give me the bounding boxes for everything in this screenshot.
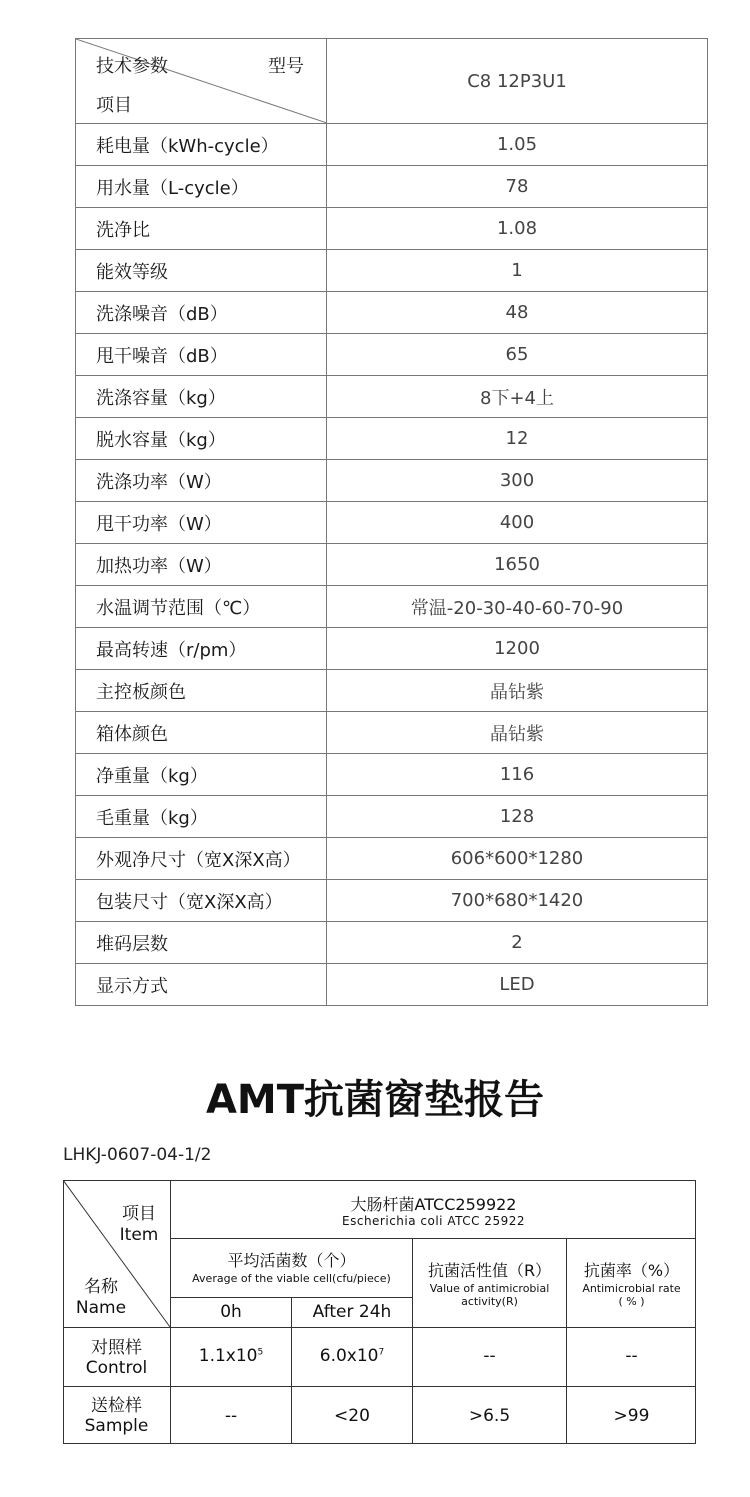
- spec-label: 甩干噪音（dB）: [76, 334, 327, 376]
- control-0h-value: $1.1x10^5$: [198, 1346, 264, 1366]
- bacteria-name-cn: 大肠杆菌ATCC259922: [350, 1195, 517, 1214]
- corner-item-cn: 项目: [122, 1204, 156, 1224]
- header-rate-cn: 抗菌率（%）: [583, 1261, 680, 1280]
- spec-label: 甩干功率（W）: [76, 502, 327, 544]
- header-activity-cn: 抗菌活性值（R）: [427, 1261, 552, 1280]
- spec-row: [76, 586, 708, 628]
- spec-header-row: [76, 39, 708, 124]
- spec-row: [76, 712, 708, 754]
- spec-label: 用水量（L-cycle）: [76, 166, 327, 208]
- spec-label: 洗净比: [76, 208, 327, 250]
- sample-24h-value: <20: [334, 1406, 370, 1426]
- grid-line: [63, 1386, 696, 1387]
- spec-corner-cell: [76, 39, 327, 124]
- spec-value: 48: [327, 292, 708, 334]
- spec-table: [75, 38, 708, 1006]
- spec-row: [76, 502, 708, 544]
- sample-0h-value: --: [224, 1406, 238, 1426]
- spec-label: 能效等级: [76, 250, 327, 292]
- control-24h-exponent: 7: [378, 1347, 385, 1358]
- spec-value: LED: [327, 964, 708, 1006]
- control-rate: --: [625, 1346, 638, 1366]
- header-rate-en2: ( % ): [618, 1295, 645, 1308]
- spec-value: 1200: [327, 628, 708, 670]
- spec-label: 包装尺寸（宽X深X高）: [76, 880, 327, 922]
- spec-value: 1.05: [327, 124, 708, 166]
- sample-name-en: Sample: [84, 1416, 149, 1436]
- sample-rate: >99: [613, 1406, 650, 1426]
- spec-value: 65: [327, 334, 708, 376]
- spec-value: 1650: [327, 544, 708, 586]
- spec-row: [76, 670, 708, 712]
- spec-label: 净重量（kg）: [76, 754, 327, 796]
- spec-row: [76, 460, 708, 502]
- spec-row: [76, 208, 708, 250]
- header-rate-en1: Antimicrobial rate: [582, 1282, 681, 1295]
- spec-row: [76, 334, 708, 376]
- control-activity: --: [483, 1346, 496, 1366]
- corner-label-params: 技术参数: [96, 56, 168, 77]
- spec-value: 12: [327, 418, 708, 460]
- corner-label-item: 项目: [96, 95, 132, 116]
- header-avg-cn: 平均活菌数（个）: [227, 1251, 356, 1270]
- spec-row: [76, 964, 708, 1006]
- sample-activity: >6.5: [468, 1406, 511, 1426]
- antibacterial-report-table: [63, 1180, 696, 1444]
- spec-value: 晶钻紫: [327, 670, 708, 712]
- model-number: C8 12P3U1: [327, 39, 708, 124]
- spec-row: [76, 922, 708, 964]
- header-activity-en1: Value of antimicrobial: [429, 1282, 550, 1295]
- spec-label: 外观净尺寸（宽X深X高）: [76, 838, 327, 880]
- spec-value: 116: [327, 754, 708, 796]
- spec-row: [76, 376, 708, 418]
- bacteria-name-en: Escherichia coli ATCC 25922: [342, 1214, 525, 1228]
- corner-item-en: Item: [119, 1225, 159, 1245]
- sample-name-cn: 送检样: [91, 1396, 142, 1416]
- spec-row: [76, 796, 708, 838]
- spec-label: 主控板颜色: [76, 670, 327, 712]
- spec-value: 晶钻紫: [327, 712, 708, 754]
- spec-value: 606*600*1280: [327, 838, 708, 880]
- report-code: LHKJ-0607-04-1/2: [63, 1145, 212, 1165]
- report-title: AMT抗菌窗垫报告: [205, 1077, 545, 1123]
- spec-value: 300: [327, 460, 708, 502]
- control-name-en: Control: [85, 1358, 148, 1378]
- spec-label: 加热功率（W）: [76, 544, 327, 586]
- spec-label: 显示方式: [76, 964, 327, 1006]
- spec-value: 常温-20-30-40-60-70-90: [327, 586, 708, 628]
- header-24h: After 24h: [312, 1302, 392, 1322]
- spec-value: 2: [327, 922, 708, 964]
- spec-value: 128: [327, 796, 708, 838]
- control-0h-exponent: 5: [257, 1347, 264, 1358]
- spec-table-body: [76, 39, 708, 1006]
- corner-name-cn: 名称: [84, 1277, 118, 1297]
- header-0h: 0h: [220, 1302, 242, 1322]
- spec-row: [76, 838, 708, 880]
- spec-row: [76, 292, 708, 334]
- spec-label: 洗涤功率（W）: [76, 460, 327, 502]
- spec-label: 水温调节范围（℃）: [76, 586, 327, 628]
- spec-value: 8下+4上: [327, 376, 708, 418]
- spec-label: 堆码层数: [76, 922, 327, 964]
- spec-label: 箱体颜色: [76, 712, 327, 754]
- corner-label-model: 型号: [268, 56, 304, 77]
- control-24h-value: $6.0x10^7$: [319, 1346, 385, 1366]
- header-activity-en2: activity(R): [461, 1295, 518, 1308]
- control-name-cn: 对照样: [91, 1338, 142, 1358]
- spec-label: 洗涤容量（kg）: [76, 376, 327, 418]
- spec-row: [76, 124, 708, 166]
- spec-value: 400: [327, 502, 708, 544]
- spec-value: 1: [327, 250, 708, 292]
- corner-name-en: Name: [75, 1298, 127, 1318]
- spec-row: [76, 418, 708, 460]
- spec-label: 毛重量（kg）: [76, 796, 327, 838]
- spec-label: 脱水容量（kg）: [76, 418, 327, 460]
- spec-label: 耗电量（kWh-cycle）: [76, 124, 327, 166]
- spec-row: [76, 544, 708, 586]
- spec-value: 78: [327, 166, 708, 208]
- spec-row: [76, 628, 708, 670]
- header-avg-en: Average of the viable cell(cfu/piece): [192, 1272, 391, 1285]
- spec-row: [76, 166, 708, 208]
- spec-value: 700*680*1420: [327, 880, 708, 922]
- spec-label: 洗涤噪音（dB）: [76, 292, 327, 334]
- spec-label: 最高转速（r/pm）: [76, 628, 327, 670]
- spec-row: [76, 880, 708, 922]
- spec-row: [76, 250, 708, 292]
- spec-row: [76, 754, 708, 796]
- grid-line: [170, 1238, 696, 1239]
- spec-value: 1.08: [327, 208, 708, 250]
